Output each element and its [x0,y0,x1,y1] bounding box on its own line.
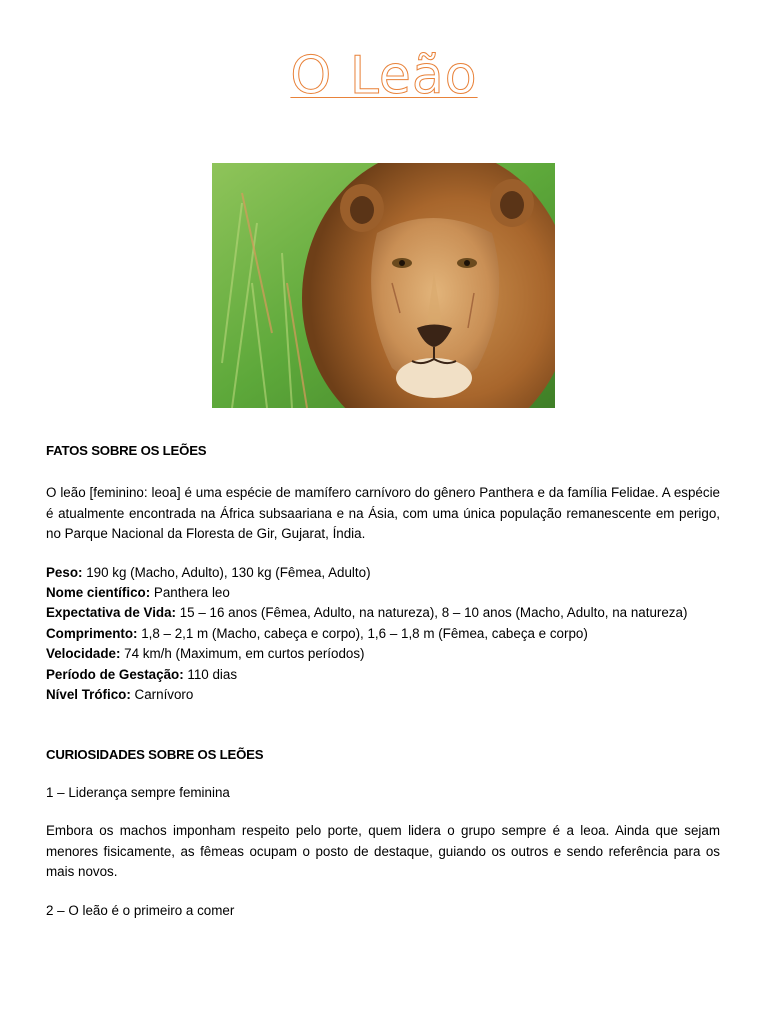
document-title: O Leão [290,46,478,106]
fact-label: Velocidade: [46,646,121,662]
fact-label: Nível Trófico: [46,687,131,703]
fact-weight [46,563,720,583]
fact-value: Carnívoro [130,687,194,703]
facts-list [46,563,720,706]
fact-value: 110 dias [183,666,238,682]
curiosity-2-title: 2 – O leão é o primeiro a comer [46,902,235,918]
fact-value: 190 kg (Macho, Adulto), 130 kg (Fêmea, Adulto) [82,564,371,580]
fact-length [46,624,720,644]
fact-label: Nome científico: [46,585,151,601]
fact-gestation [46,665,720,685]
fact-life-expectancy [46,603,720,623]
lion-photo [212,163,555,408]
fact-value: 15 – 16 anos (Fêmea, Adulto, na natureza), 8 – 10 anos (Macho, Adulto, na natureza) [176,605,688,621]
section-heading-curiosities: CURIOSIDADES SOBRE OS LEÕES [46,747,264,763]
intro-paragraph: O leão [feminino: leoa] é uma espécie de mamífero carnívoro do gênero Panthera e da família Felidae. A espécie é atualmente encontrada na África subsaariana e na Ásia, com uma única população remanescente em perigo, no Parque Nacional da Floresta de Gir, Gujarat, Índia. [46,485,720,542]
fact-value: 74 km/h (Maximum, em curtos períodos) [120,646,365,662]
fact-scientific-name [46,583,720,603]
fact-value: Panthera leo [150,585,230,601]
fact-speed [46,644,720,664]
section-heading-facts: FATOS SOBRE OS LEÕES [46,443,207,458]
document-body [46,441,720,921]
fact-label: Comprimento: [46,625,138,641]
curiosity-1-text: Embora os machos imponham respeito pelo porte, quem lidera o grupo sempre é a leoa. Ainda que sejam menores fisicamente, as fêmeas ocupam o posto de destaque, guiando os outros e sendo referência para os mais novos. [46,823,720,880]
fact-value: 1,8 – 2,1 m (Macho, cabeça e corpo), 1,6 – 1,8 m (Fêmea, cabeça e corpo) [137,625,588,641]
fact-label: Peso: [46,564,83,580]
fact-trophic-level [46,685,720,705]
curiosity-1-title: 1 – Liderança sempre feminina [46,784,230,800]
fact-label: Expectativa de Vida: [46,605,176,621]
fact-label: Período de Gestação: [46,666,184,682]
